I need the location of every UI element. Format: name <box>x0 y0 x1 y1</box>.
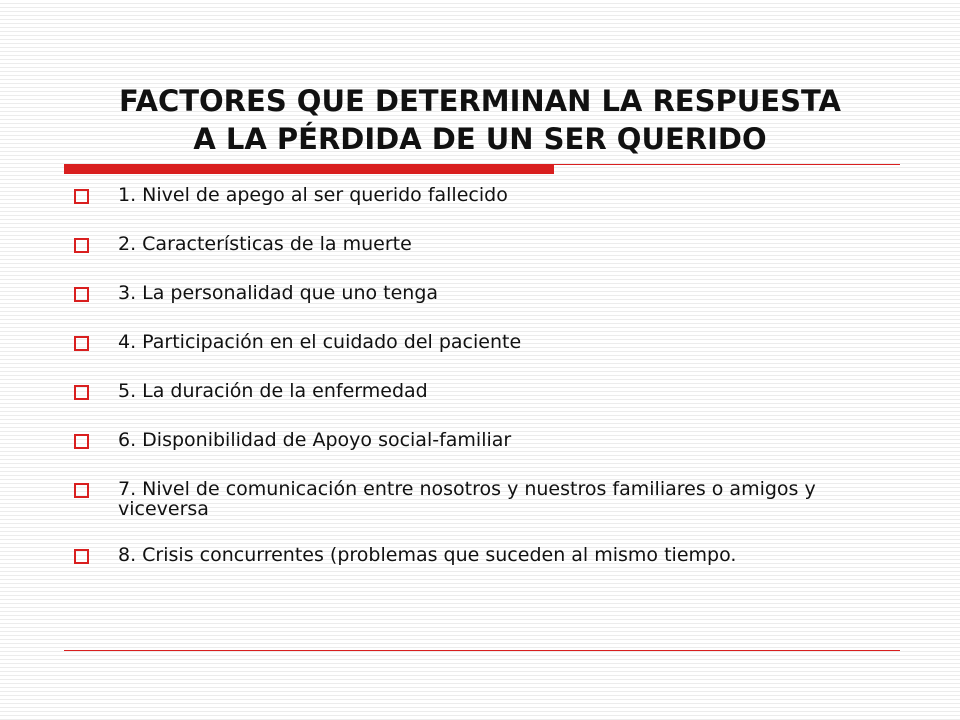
hollow-square-bullet-icon <box>74 385 89 400</box>
hollow-square-bullet-icon <box>74 336 89 351</box>
hollow-square-bullet-icon <box>74 549 89 564</box>
list-item-text: 6. Disponibilidad de Apoyo social-familiar <box>118 429 512 451</box>
list-item-text: 1. Nivel de apego al ser querido fallecido <box>118 184 508 206</box>
factors-list <box>74 185 894 594</box>
slide-title-line-2: A LA PÉRDIDA DE UN SER QUERIDO <box>193 122 767 156</box>
list-item <box>74 332 894 352</box>
footer-rule <box>64 650 900 651</box>
hollow-square-bullet-icon <box>74 287 89 302</box>
list-item <box>74 185 894 205</box>
list-item-text: 7. Nivel de comunicación entre nosotros y nuestros familiares o amigos y viceversa <box>118 478 816 520</box>
list-item <box>74 234 894 254</box>
list-item-text: 2. Características de la muerte <box>118 233 412 255</box>
hollow-square-bullet-icon <box>74 189 89 204</box>
list-item <box>74 283 894 303</box>
title-underline-thin <box>554 164 900 165</box>
hollow-square-bullet-icon <box>74 483 89 498</box>
list-item <box>74 479 894 519</box>
slide-title <box>40 82 920 158</box>
list-item-text: 3. La personalidad que uno tenga <box>118 282 439 304</box>
list-item-text: 4. Participación en el cuidado del paciente <box>118 331 522 353</box>
slide-title-line-1: FACTORES QUE DETERMINAN LA RESPUESTA <box>119 84 841 118</box>
list-item <box>74 430 894 450</box>
list-item <box>74 545 894 565</box>
hollow-square-bullet-icon <box>74 434 89 449</box>
list-item-text: 8. Crisis concurrentes (problemas que suceden al mismo tiempo. <box>118 544 737 566</box>
title-underline-thick <box>64 164 554 174</box>
hollow-square-bullet-icon <box>74 238 89 253</box>
list-item <box>74 381 894 401</box>
list-item-text: 5. La duración de la enfermedad <box>118 380 428 402</box>
